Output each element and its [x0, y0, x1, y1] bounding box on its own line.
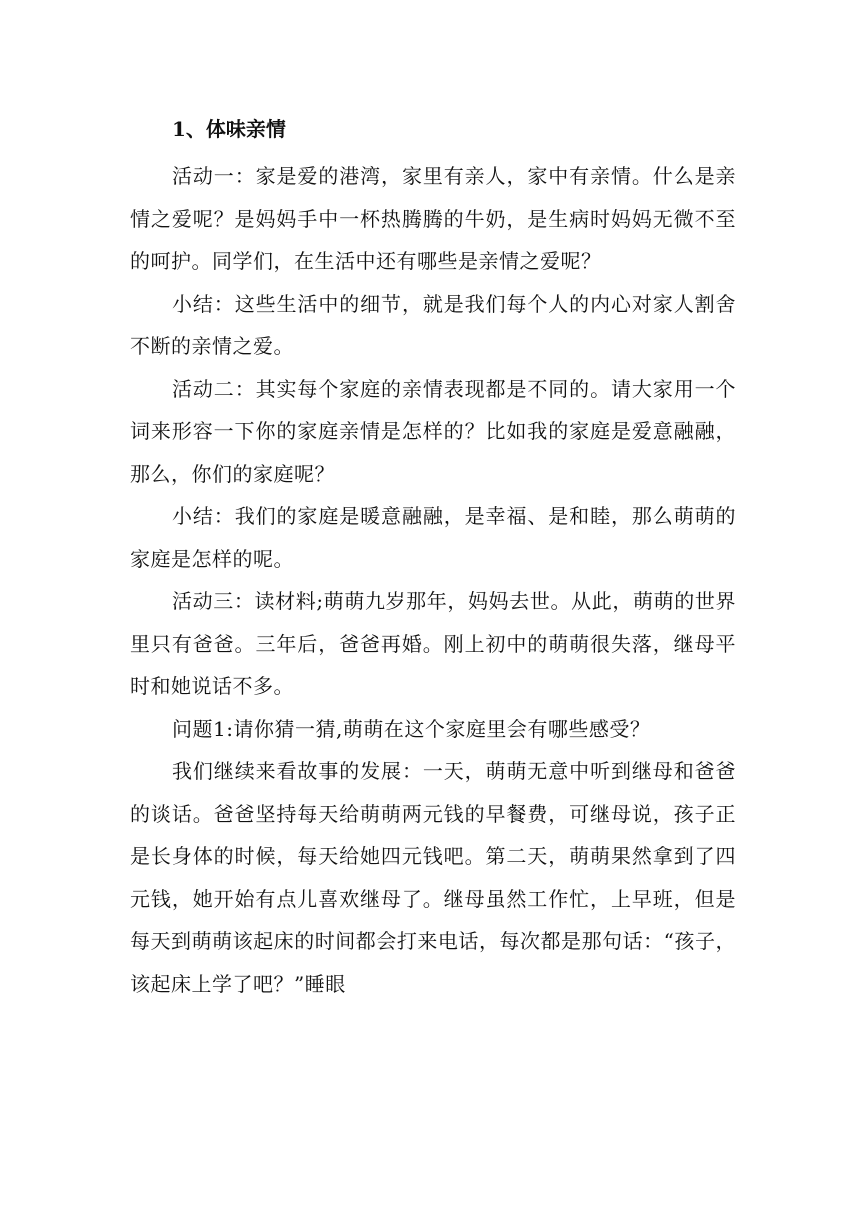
paragraph-activity-three: 活动三：读材料;萌萌九岁那年，妈妈去世。从此，萌萌的世界里只有爸爸。三年后，爸爸再婚。刚上初中的萌萌很失落，继母平时和她说话不多。 — [130, 589, 736, 698]
paragraph-summary-one: 小结：这些生活中的细节，就是我们每个人的内心对家人割舍不断的亲情之爱。 — [130, 291, 736, 358]
document-page — [130, 110, 736, 1005]
paragraph-activity-one: 活动一：家是爱的港湾，家里有亲人，家中有亲情。什么是亲情之爱呢？是妈妈手中一杯热腾腾的牛奶，是生病时妈妈无微不至的呵护。同学们，在生活中还有哪些是亲情之爱呢？ — [130, 164, 736, 273]
paragraph-question-one: 问题1:请你猜一猜,萌萌在这个家庭里会有哪些感受？ — [172, 716, 651, 741]
paragraph-story-continued: 我们继续来看故事的发展：一天，萌萌无意中听到继母和爸爸的谈话。爸爸坚持每天给萌萌两元钱的早餐费，可继母说，孩子正是长身体的时候，每天给她四元钱吧。第二天，萌萌果然拿到了四元钱，她开始有点儿喜欢继母了。继母虽然工作忙，上早班，但是每天到萌萌该起床的时间都会打来电话，每次都是那句话：“孩子，该起床上学了吧？”睡眼 — [130, 759, 736, 996]
paragraph-summary-two: 小结：我们的家庭是暖意融融，是幸福、是和睦，那么萌萌的家庭是怎样的呢。 — [130, 504, 736, 571]
paragraph-activity-two: 活动二：其实每个家庭的亲情表现都是不同的。请大家用一个词来形容一下你的家庭亲情是怎样的？比如我的家庭是爱意融融，那么，你们的家庭呢？ — [130, 376, 736, 486]
section-heading: 1、体味亲情 — [172, 117, 286, 141]
